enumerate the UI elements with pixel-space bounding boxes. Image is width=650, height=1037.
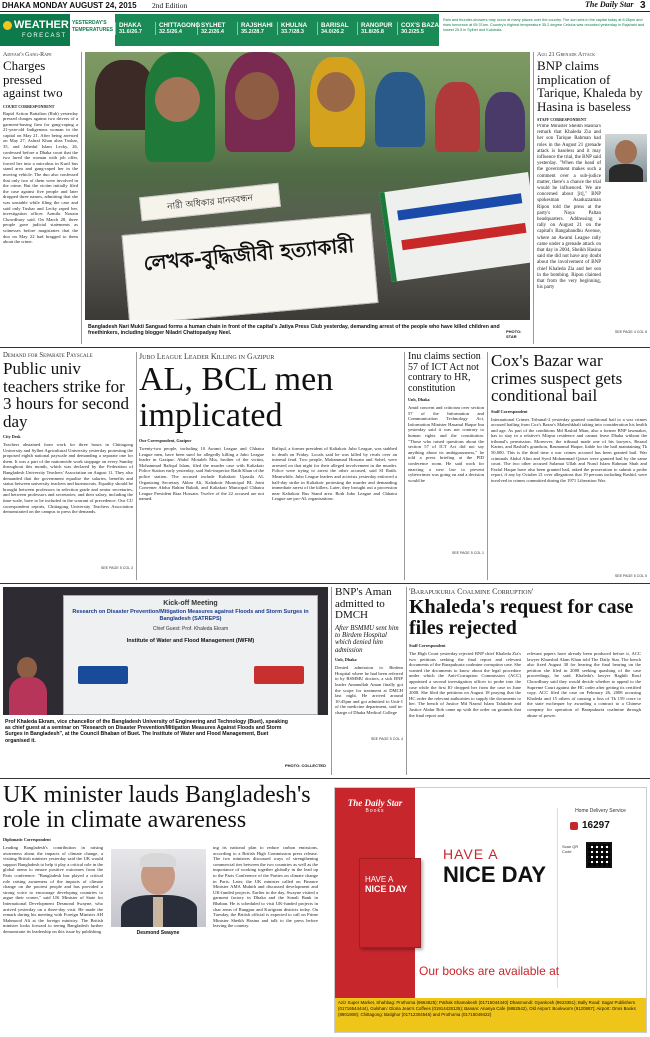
masthead [0,0,650,12]
body-columns [409,651,647,757]
swayne-photo [111,849,206,927]
main-photo-credit: PHOTO: STAR [506,329,522,339]
qr-code-icon[interactable] [586,842,612,868]
byline: City Desk [3,434,21,439]
banner-main: লেখক-বুদ্ধিজীবী হত্যাকারী [122,213,379,320]
story-gangrape [3,52,78,344]
col2: relevant papers have already been produced before it, ACC lawyer Khurshid Alam Khan told The Daily Star. The bench also fixed August 30 for hearing the final hearing on the petition she filed in 2008 seeking quashing of the case proceedings, he said. Khaleda's lawyer Raghib Rouf Chowdhury said they would decide whether to appeal to the Supreme Court against the HC order after getting its certified copy. ACC filed the case on February 26, 2008 accusing Khaleda and 15 others of causing a loss of Tk 159 crore to the state exchequer by awarding a contract to a Chinese company for operation of Barapukuria coalmine through abuse of power. [527,651,641,718]
seminar-caption: Prof Khaleda Ekram, vice chancellor of the Bangladesh University of Engineering and Technology (Buet), speaking as chief guest at a seminar on "Research on Disaster Prevention/Mitigation Measures Against Floods and Storm Surges in Bangladesh", at the Council Bhaban of Buet. The Institute of Water and Flood Management, Buet organised it. [5,719,288,744]
see-page: SEE PAGE 5 COL 4 [370,737,403,742]
story-aman [335,587,403,775]
weather-yesterday: YESTERDAY'S TEMPERATURES [72,20,114,33]
paper-logo: The Daily Star [585,0,634,9]
sun-icon [3,21,12,30]
headline: Inu claims section 57 of ICT Act not contrary to HR, constitution [408,352,481,394]
phone-icon [570,822,578,830]
see-page: SEE PAGE 4 COL 6 [614,330,647,334]
headline: Khaleda's request for case files rejected [409,596,634,639]
byline: Our Correspondent, Gazipur [139,438,192,443]
kicker: Aug 21 Grenade Attack [537,52,596,58]
ad-tagline: Our books are available at [419,964,560,978]
banner-small: নারী অধিকার মানববন্ধন [139,183,281,222]
main-photo [85,52,530,320]
headline: Charges pressed against two [3,58,63,100]
see-page: SEE PAGE 5 COL 3 [100,566,133,570]
byline: Unb, Dhaka [408,397,430,402]
kicker: Adivasi's Gang-Rape [3,52,52,58]
edition: 2nd Edition [152,1,188,10]
seminar-photo [3,587,328,775]
story-grenade [537,52,647,344]
body-columns [3,845,321,1031]
headline: BNP's Aman admitted to DMCH [335,587,392,621]
body: Rapid Action Battalion (Rab) yesterday pressed charges against two drivers of a garment-busing firm for gang-raping a 21-year-old Indigenous woman in the capital on May 21. After being arrested on May 27, Ashraf Khan alias Tushar, 35, and Jahedul Islam Lecky, 26, confessed before a Dhaka court that the two lured the woman with job offer, forced her into a microbus in Kuril bus stand area and gang-raped her in the moving vehicle. The duo also confessed that only two of them were involved in the crime. But the victim initially filed the case against five people and later dropped three names, admitting that she was unstable while filing the case and said only Tushar and Lecky raped her, investigation officer Azmilu Nouzin Chowdhury said. On March 28, three people gave judicial statements as witnesses before magistrates that the duo on May 22 had bragged to them about the crime. [3,110,78,245]
body: Denied admission to Birdem Hospital where he had been referred to by BSMMU doctors, a sick BNP leader Amanullah Aman finally got the scope for treatment at DMCH last night. He arrived around 10:45pm and got admitted to Unit-1 of the medicine department, said in-charge of Dhaka Medical College [335,665,403,715]
col2: Rafiqul, a former president of Kaliakoir Jubo League, was stabbed to death on Friday. Locals said he was killed by rivals over an internal feud. Two people, Mohammad Hossain and Sohel, were arrested on that night for their alleged involvement in the murder. Police were trying to arrest the other accused, said SI Ratib. Meanwhile, Jubo League leaders and activists yesterday enforced a half-day strike in Kaliakoir protesting the murder and demanding immediate arrest of the killers. Later, they brought out a procession near Kaliakoir Bus Stand area. Both Jubo League and Chhatra League are pro-AL organisations. [272,446,397,502]
body-columns [139,446,401,558]
byline: Unb, Dhaka [335,657,357,663]
headline: AL, BCL men implicated [139,361,334,434]
seminar-credit: PHOTO: COLLECTED [284,763,326,768]
ad-delivery: Home Delivery Service 16297 Scan QR Code [557,808,643,988]
col1: Leading Bangladesh's contribution in raising awareness about the impacts of climate change, a visiting British minister yesterday said the UK would support Bangladesh to help it play a critical role in the global arena to ensure positive outcomes from the Paris conference. "Bangladesh has played a critical role raising awareness of the impacts of climate change on the poorest people and has provided a strong voice to encourage developing countries to argue their corner," said UK Minister of State for International Development Desmond Swayne, who arrived yesterday on a three-day visit. He made the remark during his meeting with Foreign Minister AH Mahmood Ali at the foreign ministry. The British minister looks forward to seeing Bangladesh further demonstrate its leadership on this issue by publishing [3,845,103,934]
story-uk [3,783,321,1035]
story-ictact [408,352,484,580]
main-photo-caption: Bangladesh Nari Mukti Sangsad forms a human chain in front of the capital's Jatiya Press Club yesterday, demanding arrest of the people who have killed children and freethinkers, including blogger Niladri Chattopadyay Neel. [88,324,500,337]
byline: Staff Correspondent [491,408,528,414]
byline: Staff Correspondent [409,643,446,648]
col1: Twenty-two people, including 10 Awami League and Chhatra League men, have been sued for allegedly killing a Jubo League leader in Gazipur. Abdul Motaleb Mia, brother of the victim, Mohammad Rafiqul Islam, filed the murder case with Kaliakoir Police Station early yesterday, said Sub-inspector Ratib Khan of the police station. The accused include Kaliakoir Upazila AL Organising Secretary Akbar Ali, Kaliakoir Municipal BL Joint Convener Abdur Rahim Bakidi, and Kaliakoir Municipal Chhatra League President Riaz Hossain. Twelve of the 22 accused are not named. [139,446,264,502]
byline: STAFF CORRESPONDENT [537,117,587,122]
story-barapukuria [409,587,647,775]
weather-label: WEATHER FORECAST [0,14,70,46]
ad-daily-star-books[interactable] [334,787,647,1033]
story-coxs [491,352,647,580]
body: Prime Minister Sheikh Hasina's remark that Khaleda Zia and her son Tarique Rahman had roles in the August 21 grenade attack is baseless and it may influence the trial, the BNP said yesterday. "When the head of the government makes such a comment over a sub-judice matter, there's a chance the trial would be influenced. We are concerned about [it]," BNP spokesman Asaduzzaman Ripon told the press at the party's Naya Paltan headquarters. Addressing a rally on August 21 on the capital's Bangabandhu Avenue, where an Awami League rally came under a grenade attack on that day in 2004, Sheikh Hasina said she did not have any doubt about the involvement of BNP chief Khaleda Zia and her son in the bombing. Ripon claimed that from the very beginning, his party [537,124,601,291]
see-page: SEE PAGE 5 COL 5 [614,573,647,578]
weather-cities: DHAKA 31.6/26.7 CHITTAGONG 32.5/26.4 SYLHET 32.2/26.4 RAJSHAHI 35.2/28.7 KHULNA 33.7/28.3 BARISAL 34.0/26.2 RANGPUR 31.8/26.8 COX'S BAZAR 30.2/25.5 [115,14,439,46]
body: International Crimes Tribunal-2 yesterday granted conditional bail to a war crimes accused hailing from Cox's Bazar's Maheshkhali taking into consideration his health and age. As part of the conditions Md Rashid Mian, also a former BNP lawmaker, has to stay in a relative's Mirpur residence and cannot leave Dhaka without the tribunal's permission. Moreover, the tribunal made one of his lawyers, Rezaul Karim, and Rashid's grandson, Rasmamul Haque, liable for the bail maintaining Tk 50,000. This is the third time a war crimes accused has been granted bail. War criminals Abdul Alim and Syed Mohammad Qaiser were granted bail by the same court. The two other accused Salamat Ullah and Nurul Islam Rahman Shah and Fazlul Haque have also been granted bail, asked the prosecution to submit a probe report, if any by October 21 over allegations that 19 persons including Rashid, were involved in crimes committed during the 1971 Liberation War. [491,416,647,484]
ad-outlets: Aziz Super Market, Shahbag: Prothoma (9664825); Pathak Shamabesh (01715044440) Dhanmondi: Gyankosh (9623351); Bally Road: Sagar Publishers (01716544444), Gulshan: Gloria Jean's Coffees (01914428135); Banani: Ananya Cafe (9882542), Old Airport: Bookworm (9120887); Airport: Omni Books (8901808); Chittagong: Batighor (01712304546) and Prothoma (01715049422) [335,998,646,1032]
kicker: Demand for Separate Payscale [3,352,93,359]
byline: Diplomatic Correspondent [3,837,51,842]
speaker [9,657,49,717]
ad-red-panel: The Daily Star Books [335,788,415,998]
body: Teachers abstained from work for three hours in Chittagong University and Sylhet Agricultural University yesterday protesting the proposed eighth national payscale and demanding a separate one for them. It was a part of the nationwide work stoppage on every Sunday throughout this month, which was declared by the Federation of Bangladesh University Teachers' Association on August 11. They also demanded that the government equalise the salaries, benefits and status between university teachers and bureaucrats. Equality should be brought between professors in selection grade and senior secretaries, and between professors and secretaries; and their salary, including the time-scale, have to be included in the warrant of precedence. Our CU correspondent reports, Chittagong University Teachers Association demonstrated on the campus to press the demands. [3,442,133,515]
byline: COURT CORRESPONDENT [3,103,55,109]
col1: The High Court yesterday rejected BNP chief Khaleda Zia's two petitions seeking the final report and relevant documents of the Barapukuria coalmine corruption case. She wanted the documents to know about the legal procedure under which the Anti-Corruption Commission (ACC) appointed a second investigation officer to probe into the case while the first IO dropped her from the case in June 2008. She filed the petitions on August 18 praying that the HC order the relevant authorities to supply the documents to her. The bench of Justice Md Nazrul Islam Talukder and Justice Abdur Rob came up with the order on grounds that the final report and [409,651,521,718]
dateline: DHAKA MONDAY AUGUST 24, 2015 [2,1,137,10]
body: Amid concern and criticism over section 57 of the Information and Communication Technology Act, Information Minister Hasanul Haque Inu yesterday said it was not contrary to human rights and the constitution. "Those who raised questions about the section 57 of ICT Act did not say anything about its ambiguousness," he told a press briefing at the PID conference room. He said work for enacting a new law to prevent cybercrimes was going on and a decision would be [408,405,484,483]
portrait-photo [605,134,647,182]
headline: Cox's Bazar war crimes suspect gets conditional bail [491,352,623,405]
weather-note: Rain and thunder-showers may occur at many places over the country. The sun sets in the capital today at 6:26pm and rises tomorrow at 05:37am. Country's highest temperature 35.2 degree Celsius was recorded yesterday in Rajshahi and lowest 25.5 in Sylhet and Kutubdia. [443,18,645,32]
story-jubo [139,352,401,580]
kicker: Jubo League Leader Killing in Gazipur [139,352,275,361]
ad-book: HAVE A NICE DAY [359,858,421,948]
weather-strip [0,14,650,46]
ad-big-text: HAVE A NICE DAY [443,846,547,887]
headline: Public univ teachers strike for 3 hours for second day [3,359,130,431]
headline: BNP claims implication of Tarique, Khaleda by Hasina is baseless [537,58,643,114]
photo-label: Desmond Swayne [136,930,180,936]
kicker: 'Barapukuria Coalmine Corruption' [409,587,534,596]
uk-photo-col [108,845,208,1031]
see-page: SEE PAGE 5 COL 1 [451,551,484,555]
page-number: 3 [640,0,646,11]
story-teachers [3,352,133,580]
headline: UK minister lauds Bangladesh's role in climate awareness [3,783,311,833]
col3: ing its national plan to reduce carbon emissions, according to a British High Commission press release. The two ministers discussed ways of strengthening commercial ties between the two countries as well as the importance of working together globally in the lead up to the Paris Conference of the Parties on climate change in Paris. Later, the UK minister called on Finance Minister AMA Muhith and discussed development and UK-funded projects. Earlier in the day, Swayne visited a garment factory in Dhaka and the Sonali Bank in Bhaban. He is scheduled to visit UK-funded projects in char areas of Rangpur and Kurigram districts today. On Tuesday, the British official is expected to call on Prime Minister Sheikh Hasina and talk to the press before leaving the country. [213,845,318,929]
subhead: After BSMMU sent him to Birdem Hospital which denied him admission [335,624,399,654]
seminar-banner: Kick-off Meeting Research on Disaster Prevention/Mitigation Measures against Floods and Storm Surges in Bangladesh (SATREPS) Chief Guest: Prof. Khaleda Ekram Institute of Water and Flood Management (IWFM) [63,595,318,715]
